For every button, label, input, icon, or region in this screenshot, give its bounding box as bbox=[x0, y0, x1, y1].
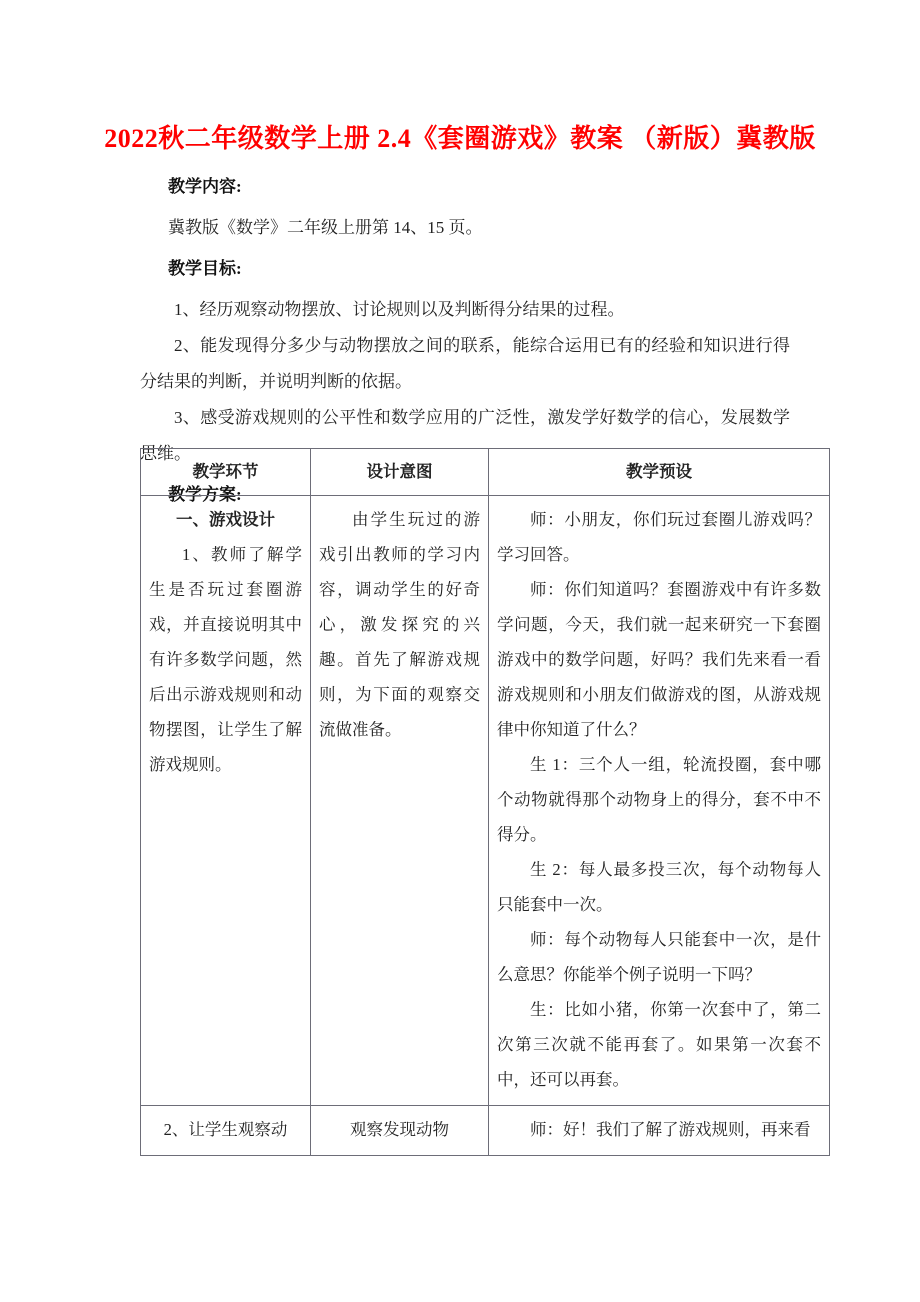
objective-item: 3、感受游戏规则的公平性和数学应用的广泛性，激发学好数学的信心，发展数学思维。 bbox=[140, 408, 790, 463]
preset-line: 生：比如小猪，你第一次套中了，第二次第三次就不能再套了。如果第一次套不中，还可以再套。 bbox=[497, 1000, 821, 1089]
objective-item: 1、经历观察动物摆放、讨论规则以及判断得分结果的过程。 bbox=[174, 300, 625, 319]
column-header-intent: 设计意图 bbox=[311, 449, 489, 496]
table-row bbox=[141, 1106, 830, 1156]
preset-line: 师：每个动物每人只能套中一次，是什么意思？你能举个例子说明一下吗？ bbox=[497, 930, 821, 984]
table-header-row bbox=[141, 449, 830, 496]
intent-text: 由学生玩过的游戏引出教师的学习内容，调动学生的好奇心，激发探究的兴趣。首先了解游戏规则，为下面的观察交流做准备。 bbox=[319, 510, 480, 739]
teaching-content-heading: 教学内容: bbox=[168, 177, 242, 196]
page-title: 2022秋二年级数学上册 2.4《套圈游戏》教案 （新版）冀教版 bbox=[104, 124, 816, 153]
teaching-plan-heading: 教学方案: bbox=[168, 485, 242, 504]
cell-preset bbox=[489, 496, 830, 1106]
cell-preset bbox=[489, 1106, 830, 1156]
step-body: 1、教师了解学生是否玩过套圈游戏，并直接说明其中有许多数学问题，然后出示游戏规则和动物摆图，让学生了解游戏规则。 bbox=[149, 545, 302, 774]
table-row bbox=[141, 496, 830, 1106]
teaching-content-text: 冀教版《数学》二年级上册第 14、15 页。 bbox=[168, 218, 483, 237]
intent-text: 观察发现动物 bbox=[350, 1120, 449, 1139]
step-title: 一、游戏设计 bbox=[176, 510, 275, 529]
preset-line: 生 2：每人最多投三次，每个动物每人只能套中一次。 bbox=[497, 860, 821, 914]
cell-intent bbox=[311, 1106, 489, 1156]
column-header-preset: 教学预设 bbox=[489, 449, 830, 496]
preset-line: 师：你们知道吗？套圈游戏中有许多数学问题，今天，我们就一起来研究一下套圈游戏中的数学问题，好吗？我们先来看一看游戏规则和小朋友们做游戏的图，从游戏规律中你知道了什么？ bbox=[497, 580, 821, 739]
cell-step bbox=[141, 496, 311, 1106]
objective-item: 2、能发现得分多少与动物摆放之间的联系，能综合运用已有的经验和知识进行得分结果的判断，并说明判断的依据。 bbox=[140, 336, 790, 391]
teaching-plan-table bbox=[140, 448, 830, 1156]
step-title: 2、让学生观察动 bbox=[163, 1120, 288, 1139]
preset-line: 师：小朋友，你们玩过套圈儿游戏吗？学习回答。 bbox=[497, 510, 821, 564]
cell-step bbox=[141, 1106, 311, 1156]
column-header-step: 教学环节 bbox=[141, 449, 311, 496]
teaching-objectives-heading: 教学目标: bbox=[168, 259, 242, 278]
preset-line: 师：好！我们了解了游戏规则，再来看 bbox=[530, 1120, 811, 1139]
preset-line: 生 1：三个人一组，轮流投圈，套中哪个动物就得那个动物身上的得分，套不中不得分。 bbox=[497, 755, 821, 844]
cell-intent bbox=[311, 496, 489, 1106]
